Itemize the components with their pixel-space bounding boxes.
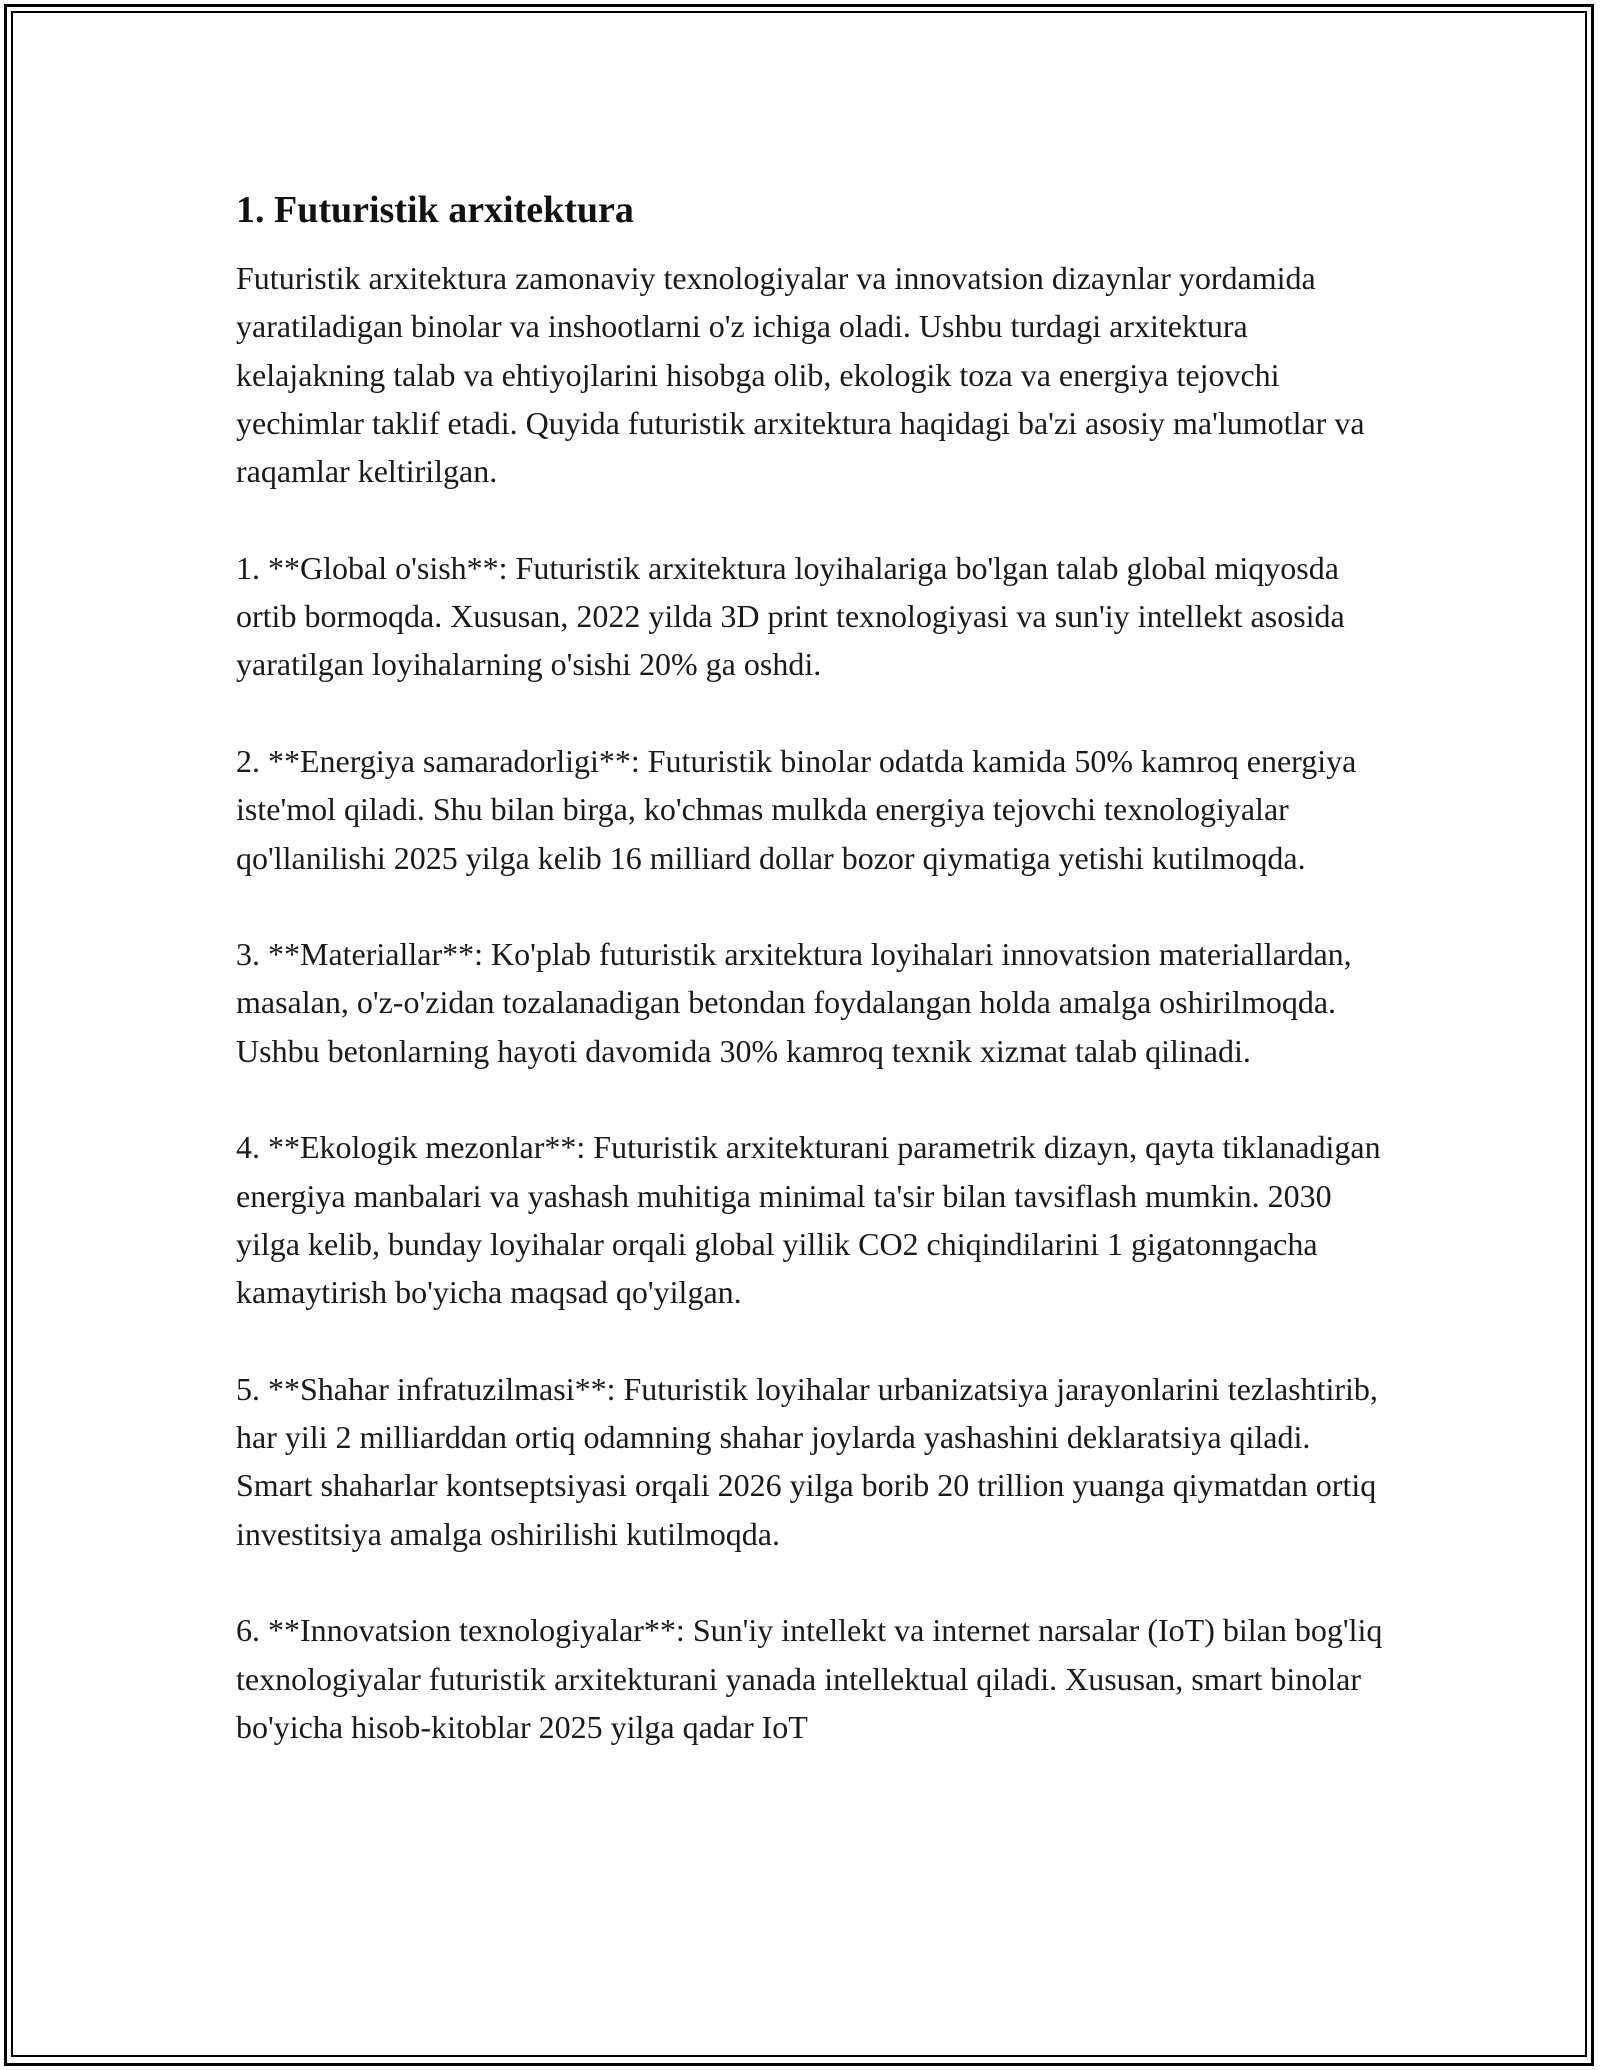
list-item-energy-efficiency: 2. **Energiya samaradorligi**: Futuristik binolar odatda kamida 50% kamroq energiya iste'mol qiladi. Shu bilan birga, ko'chmas mulkda energiya tejovchi texnologiyalar qo'llanilishi 2025 yilga kelib 16 milliard dollar bozor qiymatiga yetishi kutilmoqda. <box>236 742 1357 876</box>
document-body <box>236 186 1386 1800</box>
list-item-innovative-technologies: 6. **Innovatsion texnologiyalar**: Sun'iy intellekt va internet narsalar (IoT) bilan bog'liq texnologiyalar futuristik arxitekturani yanada intellektual qiladi. Xususan, smart binolar bo'yicha hisob-kitoblar 2025 yilga qadar IoT <box>236 1612 1383 1745</box>
intro-paragraph: Futuristik arxitektura zamonaviy texnologiyalar va innovatsion dizaynlar yordamida yaratiladigan binolar va inshootlarni o'z ichiga oladi. Ushbu turdagi arxitektura kelajakning talab va ehtiyojlarini hisobga olib, ekologik toza va energiya tejovchi yechimlar taklif etadi. Quyida futuristik arxitektura haqidagi ba'zi asosiy ma'lumotlar va raqamlar keltirilgan. <box>236 260 1365 490</box>
list-item-materials: 3. **Materiallar**: Ko'plab futuristik arxitektura loyihalari innovatsion materiallardan, masalan, o'z-o'zidan tozalanadigan betondan foydalangan holda amalga oshirilmoqda. Ushbu betonlarning hayoti davomida 30% kamroq texnik xizmat talab qilinadi. <box>236 936 1352 1069</box>
list-item-global-growth: 1. **Global o'sish**: Futuristik arxitektura loyihalariga bo'lgan talab global miqyosda ortib bormoqda. Xususan, 2022 yilda 3D print texnologiyasi va sun'iy intellekt asosida yaratilgan loyihalarning o'sishi 20% ga oshdi. <box>236 549 1345 683</box>
list-item-urban-infrastructure: 5. **Shahar infratuzilmasi**: Futuristik loyihalar urbanizatsiya jarayonlarini tezlashtirib, har yili 2 milliarddan ortiq odamning shahar joylarda yashashini deklaratsiya qiladi. Smart shaharlar kontseptsiyasi orqali 2026 yilga borib 20 trillion yuanga qiymatdan ortiq investitsiya amalga oshirilishi kutilmoqda. <box>236 1370 1378 1552</box>
list-item-ecological-criteria: 4. **Ekologik mezonlar**: Futuristik arxitekturani parametrik dizayn, qayta tiklanadigan energiya manbalari va yashash muhitiga minimal ta'sir bilan tavsiflash mumkin. 2030 yilga kelib, bunday loyihalar orqali global yillik CO2 chiqindilarini 1 gigatonngacha kamaytirish bo'yicha maqsad qo'yilgan. <box>236 1129 1381 1311</box>
section-heading: 1. Futuristik arxitektura <box>236 189 634 231</box>
